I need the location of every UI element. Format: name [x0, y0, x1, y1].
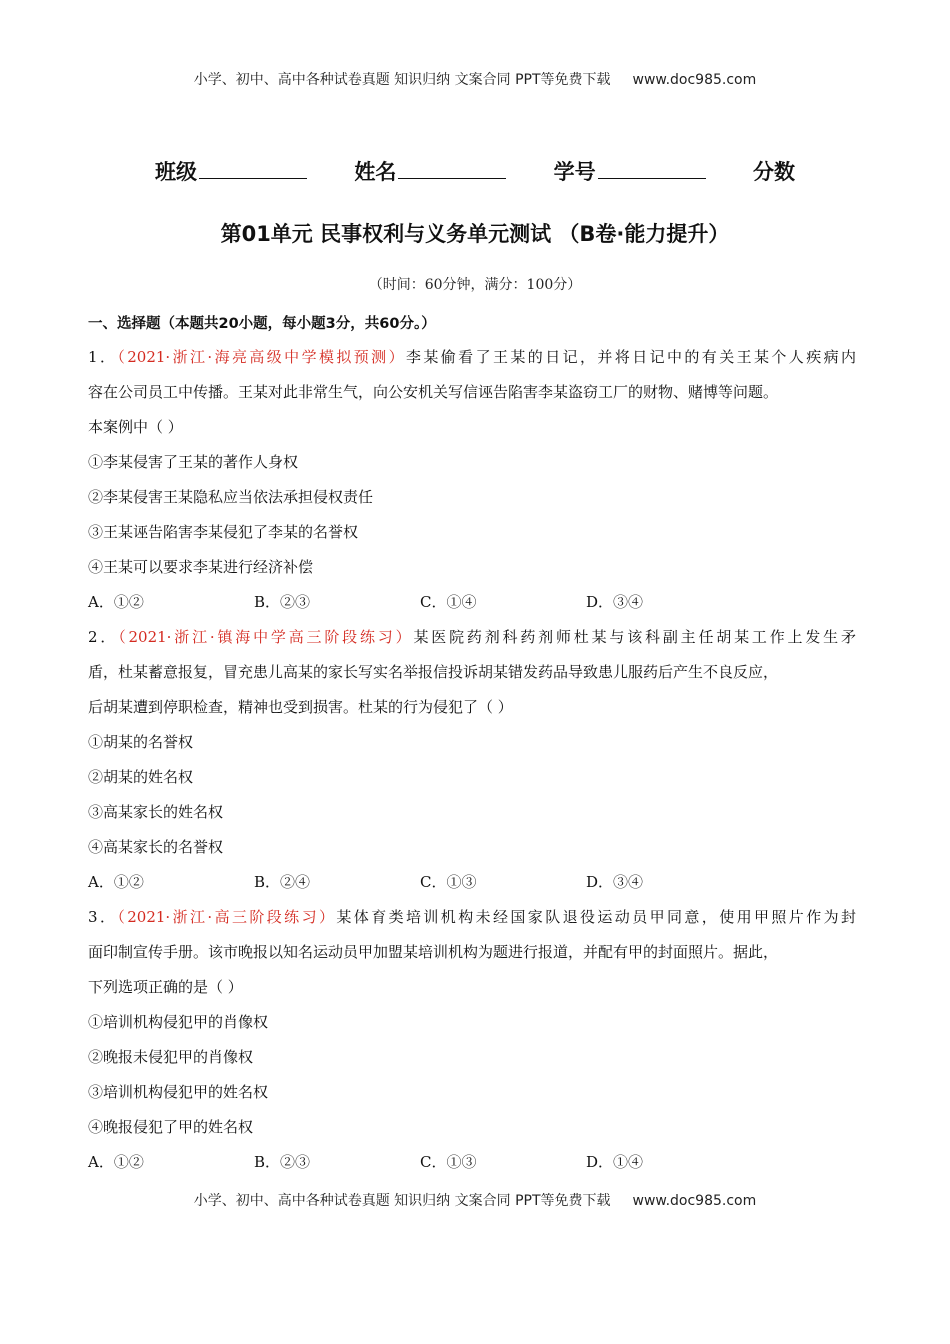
question-line: [88, 340, 856, 375]
exam-meta: （时间：60分钟，满分：100分）: [368, 277, 582, 293]
question-line: 后胡某遭到停职检查，精神也受到损害。杜某的行为侵犯了（ ）: [88, 698, 513, 716]
statement-item: ④王某可以要求李某进行经济补偿: [88, 558, 314, 576]
option-b[interactable]: B．②③: [254, 1153, 311, 1171]
option-b[interactable]: B．②④: [254, 873, 311, 891]
banner-text: 小学、初中、高中各种试卷真题 知识归纳 文案合同 PPT等免费下载: [193, 1193, 611, 1209]
statement-item: ①李某侵害了王某的著作人身权: [88, 453, 299, 471]
questions-list: [88, 340, 856, 1180]
option-d[interactable]: D．③④: [586, 593, 644, 611]
student-id-field[interactable]: [554, 156, 706, 186]
statement-item: ④高某家长的名誉权: [88, 838, 224, 856]
statement-item: ②李某侵害王某隐私应当依法承担侵权责任: [88, 488, 374, 506]
score-label: 分数: [752, 160, 795, 184]
statement-item: ③培训机构侵犯甲的姓名权: [88, 1083, 269, 1101]
question-3: [88, 900, 856, 1180]
banner-site-link[interactable]: www.doc985.com: [632, 72, 757, 88]
header-banner: [0, 69, 950, 89]
score-field: [753, 156, 795, 186]
question-source: （2021·浙江·高三阶段练习）: [117, 908, 337, 926]
document-title: 第01单元 民事权利与义务单元测试 （B卷·能力提升）: [220, 222, 730, 246]
question-line: 面印制宣传手册。该市晚报以知名运动员甲加盟某培训机构为题进行报道，并配有甲的封面照片。据此，: [88, 943, 779, 961]
section-heading: 一、选择题（本题共20小题，每小题3分，共60分。）: [88, 316, 436, 332]
statement-item: ①胡某的名誉权: [88, 733, 194, 751]
question-source: （2021·浙江·海亮高级中学模拟预测）: [117, 348, 406, 366]
question-text: 某体育类培训机构未经国家队退役运动员甲同意，使用甲照片作为封: [336, 908, 857, 926]
question-line: [88, 620, 856, 655]
option-d[interactable]: D．③④: [586, 873, 644, 891]
option-a[interactable]: A．①②: [88, 1153, 144, 1171]
class-field[interactable]: [155, 156, 307, 186]
question-line: 本案例中（ ）: [88, 418, 183, 436]
question-number: 2．: [88, 628, 119, 646]
class-blank[interactable]: [199, 158, 307, 179]
option-c[interactable]: C．①④: [420, 593, 477, 611]
statement-item: ①培训机构侵犯甲的肖像权: [88, 1013, 269, 1031]
question-number: 1．: [88, 348, 118, 366]
question-text: 某医院药剂科药剂师杜某与该科副主任胡某工作上发生矛: [413, 628, 856, 646]
question-2: [88, 620, 856, 900]
option-b[interactable]: B．②③: [254, 593, 311, 611]
student-id-blank[interactable]: [598, 158, 706, 179]
footer-banner: [0, 1190, 950, 1210]
name-blank[interactable]: [398, 158, 506, 179]
statement-item: ②胡某的姓名权: [88, 768, 194, 786]
statement-item: ③王某诬告陷害李某侵犯了李某的名誉权: [88, 523, 359, 541]
student-id-label: 学号: [553, 160, 596, 184]
class-label: 班级: [155, 160, 198, 184]
statement-item: ②晚报未侵犯甲的肖像权: [88, 1048, 254, 1066]
answer-options: [88, 865, 856, 900]
option-c[interactable]: C．①③: [420, 1153, 477, 1171]
question-line: [88, 900, 856, 935]
student-info-row: [0, 156, 950, 186]
question-line: 盾，杜某蓄意报复，冒充患儿高某的家长写实名举报信投诉胡某错发药品导致患儿服药后产生不良反应，: [88, 663, 779, 681]
name-field[interactable]: [354, 156, 506, 186]
name-label: 姓名: [354, 160, 397, 184]
statement-item: ③高某家长的姓名权: [88, 803, 224, 821]
option-a[interactable]: A．①②: [88, 593, 144, 611]
question-line: 容在公司员工中传播。王某对此非常生气，向公安机关写信诬告陷害李某盗窃工厂的财物、赌博等问题。: [88, 383, 779, 401]
answer-options: [88, 585, 856, 620]
question-text: 李某偷看了王某的日记，并将日记中的有关王某个人疾病内: [405, 348, 856, 366]
option-a[interactable]: A．①②: [88, 873, 144, 891]
option-d[interactable]: D．①④: [586, 1153, 644, 1171]
option-c[interactable]: C．①③: [420, 873, 477, 891]
question-source: （2021·浙江·镇海中学高三阶段练习）: [118, 628, 414, 646]
question-1: [88, 340, 856, 620]
banner-text: 小学、初中、高中各种试卷真题 知识归纳 文案合同 PPT等免费下载: [193, 72, 611, 88]
question-line: 下列选项正确的是（ ）: [88, 978, 243, 996]
answer-options: [88, 1145, 856, 1180]
statement-item: ④晚报侵犯了甲的姓名权: [88, 1118, 254, 1136]
question-number: 3．: [88, 908, 118, 926]
banner-site-link[interactable]: www.doc985.com: [632, 1193, 757, 1209]
